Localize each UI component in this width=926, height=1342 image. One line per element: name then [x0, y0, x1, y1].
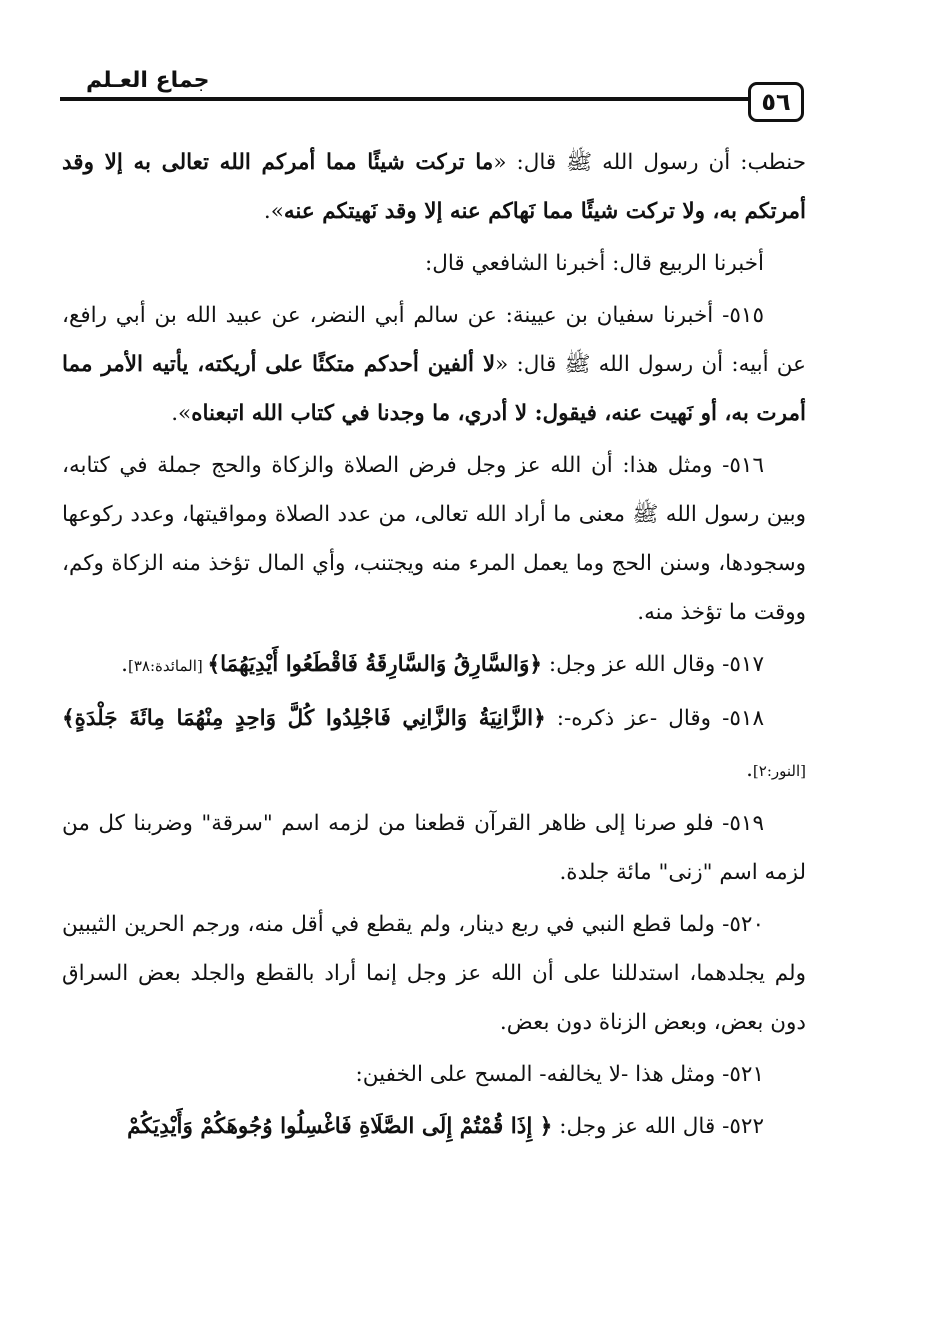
paragraph-text: ٥١٦- ومثل هذا: أن الله عز وجل فرض الصلاة والزكاة والحج جملة في كتابه، وبين رسول الله ﷺ معنى ما أراد الله تعالى، من عدد الصلاة ومواقيتها، وعدد ركوعها وسجودها، وسنن الحج وما يعمل المرء منه ويجتنب، وأي المال تؤخذ منه الزكاة وكم، ووقت ما تؤخذ منه. [62, 453, 806, 625]
verse-intro: ٥١٨- وقال -عز ذكره-: [545, 706, 764, 731]
ornate-bracket-open: ﴿ [529, 652, 543, 677]
ornate-bracket-close: ﴾ [62, 706, 75, 731]
hadith-close: ». [171, 401, 192, 426]
paragraph-text: ٥٢٠- ولما قطع النبي في ربع دينار، ولم يقطع في أقل منه، ورجم الحرين الثيبين ولم يجلدهما، استدللنا على أن الله عز وجل إنما أراد بالقطع والجلد بعض السراق دون بعض، وبعض الزناة دون بعض. [62, 912, 806, 1035]
page-body [62, 138, 806, 1154]
quran-verse: وَالسَّارِقُ وَالسَّارِقَةُ فَاقْطَعُوا أَيْدِيَهُمَا [220, 652, 530, 677]
hadith-intro: حنطب: أن رسول الله ﷺ قال: « [493, 150, 806, 175]
paragraph-515 [62, 291, 806, 438]
hadith-close: ». [263, 199, 284, 224]
paragraph-chain [62, 239, 806, 288]
paragraph-522 [62, 1102, 806, 1151]
paragraph-text: ٥١٩- فلو صرنا إلى ظاهر القرآن قطعنا من لزمه اسم "سرقة" وضربنا كل من لزمه اسم "زنى" مائة جلدة. [62, 811, 806, 885]
hadith-text: لا ألفين أحدكم متكئًا على أريكته، يأتيه الأمر مما أمرت به، أو نَهيت عنه، فيقول: لا أدري، ما وجدنا في كتاب الله اتبعناه [62, 352, 806, 426]
ornate-bracket-open: ﴿ [533, 706, 546, 731]
narration-intro: ٥١٥- أخبرنا سفيان بن عيينة: عن سالم أبي النضر، عن عبيد الله بن أبي رافع، عن أبيه: أن رسول الله ﷺ قال: « [62, 303, 806, 377]
page-number: ٥٦ [761, 88, 791, 116]
hadith-text: ما تركت شيئًا مما أمركم الله تعالى به إلا وقد أمرتكم به، ولا تركت شيئًا مما نَهاكم عنه إلا وقد نَهيتكم عنه [62, 150, 806, 224]
paragraph-text: ٥٢١- ومثل هذا -لا يخالفه- المسح على الخفين: [355, 1062, 764, 1087]
verse-intro: ٥٢٢- قال الله عز وجل: [552, 1114, 764, 1139]
page-number-box [748, 82, 804, 122]
paragraph-520 [62, 900, 806, 1047]
paragraph-519 [62, 799, 806, 897]
header-rule [60, 97, 748, 101]
period: . [121, 652, 128, 677]
paragraph-521 [62, 1050, 806, 1099]
verse-citation: [النور:٢] [752, 762, 806, 780]
quran-verse: إِذَا قُمْتُمْ إِلَى الصَّلَاةِ فَاغْسِلُوا وُجُوهَكُمْ وَأَيْدِيَكُمْ [127, 1114, 533, 1139]
paragraph-517 [62, 640, 806, 691]
paragraph-516 [62, 441, 806, 637]
running-title: جماع العـلم [86, 68, 210, 93]
ornate-bracket-close: ﴾ [207, 652, 221, 677]
paragraph-518 [62, 694, 806, 796]
paragraph-hadith-continuation [62, 138, 806, 236]
verse-citation: [المائدة:٣٨] [127, 657, 208, 675]
period: . [746, 757, 753, 782]
quran-verse: الزَّانِيَةُ وَالزَّانِي فَاجْلِدُوا كُلَّ وَاحِدٍ مِنْهُمَا مِائَةَ جَلْدَةٍ [74, 706, 534, 731]
chain-text: أخبرنا الربيع قال: أخبرنا الشافعي قال: [425, 251, 764, 276]
verse-intro: ٥١٧- وقال الله عز وجل: [542, 652, 764, 677]
ornate-bracket-open: ﴿ [532, 1114, 553, 1139]
